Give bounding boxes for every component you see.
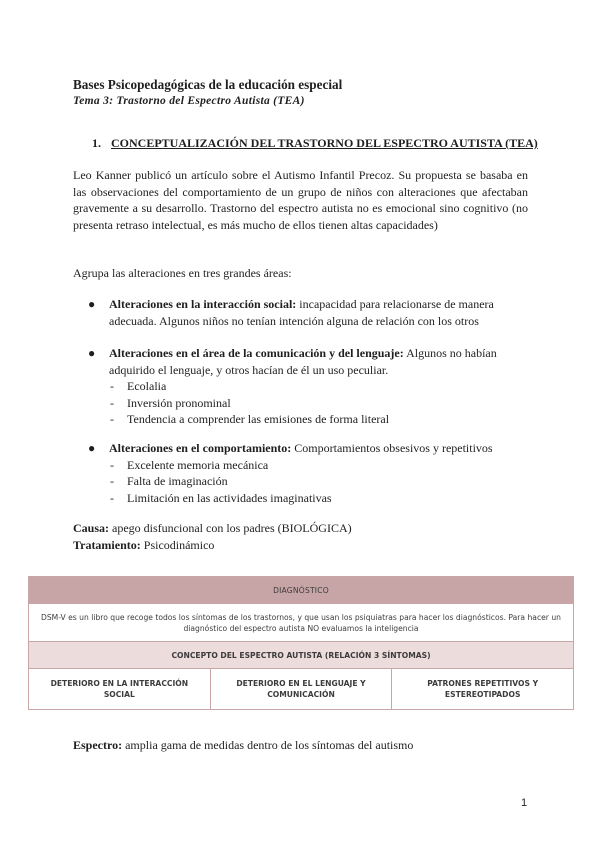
concept-header: CONCEPTO DEL ESPECTRO AUTISTA (RELACIÓN 3 SÍNTOMAS) (29, 642, 573, 668)
bullet-item-communication (88, 345, 532, 428)
dash-icon: - (110, 395, 114, 410)
bullet-text (92, 440, 532, 457)
bullet-body: Comportamientos obsesivos y repetitivos (291, 441, 493, 455)
dash-icon: - (110, 379, 114, 394)
section-title: CONCEPTUALIZACIÓN DEL TRASTORNO DEL ESPECTRO AUTISTA (TEA) (111, 136, 538, 150)
spectrum-line (73, 737, 528, 754)
bullet-body: incapacidad para relacionarse de manera adecuada. Algunos niños no tenían intención alguna de relación con los otros (109, 297, 494, 328)
list-item: - Inversión pronominal (110, 395, 231, 410)
table-row (29, 604, 573, 642)
bullet-icon: ● (88, 441, 96, 455)
table-row (29, 577, 573, 604)
treatment-label: Tratamiento: (73, 538, 141, 552)
bullet-item-social (88, 296, 532, 329)
treatment-line (73, 537, 528, 554)
section-heading (92, 136, 538, 151)
bullet-icon: ● (88, 297, 96, 311)
bullet-text (92, 296, 532, 329)
intro-paragraph: Leo Kanner publicó un artículo sobre el Autismo Infantil Precoz. Su propuesta se basaba en las observaciones del comportamiento de un grupo de niños con alteraciones que afectaban gravemente a su desarrollo. Trastorno del espectro autista no es emocional sino cognitivo (no presenta retraso intelectual, es más mucho de ellos tienen altas capacidades) (73, 168, 528, 232)
treatment-text: Psicodinámico (140, 538, 215, 552)
list-item: - Falta de imaginación (110, 474, 228, 489)
list-item: - Limitación en las actividades imaginativas (110, 490, 332, 505)
list-item: - Ecolalia (110, 379, 167, 394)
table-cell: PATRONES REPETITIVOS Y ESTEREOTIPADOS (391, 669, 573, 709)
dash-icon: - (110, 474, 114, 489)
page-number: 1 (521, 797, 528, 809)
dash-icon: - (110, 457, 114, 472)
diagnosis-header: DIAGNÓSTICO (29, 577, 573, 603)
dash-icon: - (110, 490, 114, 505)
table-cell: DETERIORO EN EL LENGUAJE Y COMUNICACIÓN (210, 669, 392, 709)
bullet-label: Alteraciones en la interacción social: (109, 297, 297, 311)
cause-line (73, 520, 528, 537)
bullet-icon: ● (88, 346, 96, 360)
document-subtitle: Tema 3: Trastorno del Espectro Autista (TEA) (73, 95, 305, 107)
list-item: - Excelente memoria mecánica (110, 457, 269, 472)
bullet-label: Alteraciones en el comportamiento: (109, 441, 292, 455)
bullet-label: Alteraciones en el área de la comunicación y del lenguaje: (109, 346, 404, 360)
spectrum-text: amplia gama de medidas dentro de los síntomas del autismo (122, 738, 414, 752)
table-row (29, 669, 573, 709)
bullet-text (92, 345, 532, 378)
spectrum-label: Espectro: (73, 738, 123, 752)
table-cell: DETERIORO EN LA INTERACCIÓN SOCIAL (50, 679, 189, 699)
sub-list (92, 457, 532, 507)
bullet-body: Algunos no habían adquirido el lenguaje, y otros hacían de él un uso peculiar. (109, 346, 497, 377)
sub-list (92, 378, 532, 428)
document-title: Bases Psicopedagógicas de la educación especial (73, 77, 343, 92)
table-row (29, 642, 573, 669)
areas-intro: Agrupa las alteraciones en tres grandes áreas: (73, 266, 292, 280)
dash-icon: - (110, 412, 114, 427)
bullet-item-behavior (88, 440, 532, 506)
section-number: 1. (92, 136, 101, 150)
cause-text: apego disfuncional con los padres (BIOLÓGICA) (109, 521, 352, 535)
cause-label: Causa: (73, 521, 110, 535)
list-item: - Tendencia a comprender las emisiones de forma literal (110, 412, 390, 427)
summary-table (28, 576, 574, 710)
diagnosis-text: DSM-V es un libro que recoge todos los síntomas de los trastornos, y que usan los psiquiatras para hacer los diagnósticos. Para hacer un diagnóstico del espectro autista NO evaluamos la inteligencia (29, 604, 573, 641)
